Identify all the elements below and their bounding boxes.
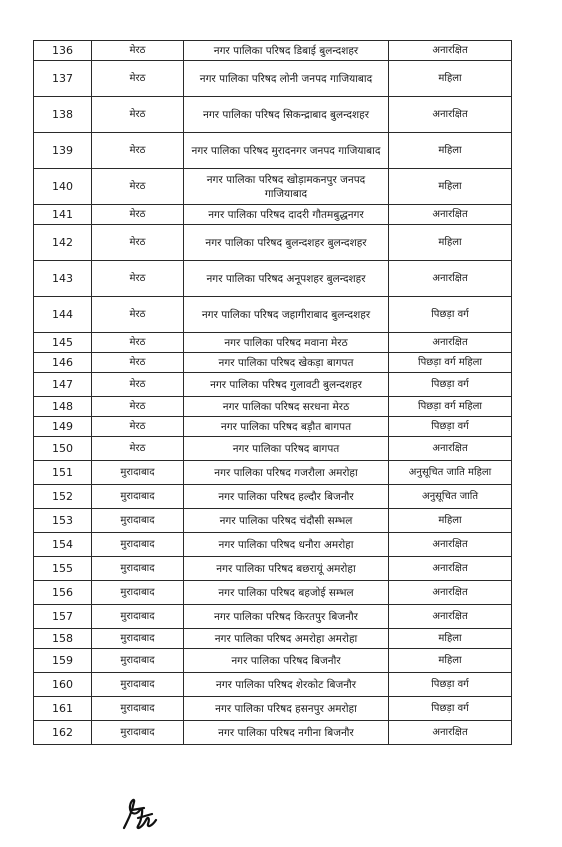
reservation-category-cell: महिला — [389, 61, 512, 97]
table-row — [34, 61, 512, 97]
division-cell: मेरठ — [92, 437, 184, 461]
division-cell: मुरादाबाद — [92, 673, 184, 697]
municipal-body-cell: नगर पालिका परिषद खोड़ामकनपुर जनपद गाजियाबाद — [184, 169, 389, 205]
reservation-category-cell: महिला — [389, 169, 512, 205]
division-cell: मुरादाबाद — [92, 461, 184, 485]
municipal-body-cell: नगर पालिका परिषद लोनी जनपद गाजियाबाद — [184, 61, 389, 97]
serial-number-cell: 145 — [34, 333, 92, 353]
municipal-body-cell: नगर पालिका परिषद धनौरा अमरोहा — [184, 533, 389, 557]
municipal-body-cell: नगर पालिका परिषद सिकन्द्राबाद बुलन्दशहर — [184, 97, 389, 133]
serial-number-cell: 153 — [34, 509, 92, 533]
serial-number-cell: 140 — [34, 169, 92, 205]
municipal-body-cell: नगर पालिका परिषद अनूपशहर बुलन्दशहर — [184, 261, 389, 297]
serial-number-cell: 139 — [34, 133, 92, 169]
division-cell: मेरठ — [92, 297, 184, 333]
serial-number-cell: 149 — [34, 417, 92, 437]
reservation-category-cell: महिला — [389, 649, 512, 673]
serial-number-cell: 137 — [34, 61, 92, 97]
table-row — [34, 297, 512, 333]
municipal-body-cell: नगर पालिका परिषद मवाना मेरठ — [184, 333, 389, 353]
table-row — [34, 353, 512, 373]
division-cell: मेरठ — [92, 353, 184, 373]
municipal-body-cell: नगर पालिका परिषद खेकड़ा बागपत — [184, 353, 389, 373]
division-cell: मेरठ — [92, 205, 184, 225]
municipal-body-cell: नगर पालिका परिषद चंदौसी सम्भल — [184, 509, 389, 533]
serial-number-cell: 160 — [34, 673, 92, 697]
table-row — [34, 97, 512, 133]
municipal-body-cell: नगर पालिका परिषद बुलन्दशहर बुलन्दशहर — [184, 225, 389, 261]
reservation-category-cell: अनारक्षित — [389, 581, 512, 605]
municipal-body-cell: नगर पालिका परिषद बिजनौर — [184, 649, 389, 673]
serial-number-cell: 159 — [34, 649, 92, 673]
municipal-body-cell: नगर पालिका परिषद अमरोहा अमरोहा — [184, 629, 389, 649]
table-body — [34, 41, 512, 745]
division-cell: मेरठ — [92, 41, 184, 61]
division-cell: मेरठ — [92, 225, 184, 261]
reservation-category-cell: पिछड़ा वर्ग — [389, 417, 512, 437]
division-cell: मेरठ — [92, 61, 184, 97]
reservation-category-cell: अनारक्षित — [389, 333, 512, 353]
reservation-category-cell: अनारक्षित — [389, 605, 512, 629]
division-cell: मुरादाबाद — [92, 485, 184, 509]
municipal-body-cell: नगर पालिका परिषद बड़ौत बागपत — [184, 417, 389, 437]
reservation-category-cell: पिछड़ा वर्ग महिला — [389, 397, 512, 417]
table-row — [34, 41, 512, 61]
serial-number-cell: 147 — [34, 373, 92, 397]
reservation-category-cell: अनुसूचित जाति महिला — [389, 461, 512, 485]
municipal-body-cell: नगर पालिका परिषद गजरौला अमरोहा — [184, 461, 389, 485]
reservation-category-cell: पिछड़ा वर्ग — [389, 697, 512, 721]
municipal-body-cell: नगर पालिका परिषद सरधना मेरठ — [184, 397, 389, 417]
table-row — [34, 461, 512, 485]
division-cell: मुरादाबाद — [92, 557, 184, 581]
division-cell: मुरादाबाद — [92, 721, 184, 745]
reservation-category-cell: अनारक्षित — [389, 261, 512, 297]
table-row — [34, 373, 512, 397]
table-row — [34, 205, 512, 225]
serial-number-cell: 154 — [34, 533, 92, 557]
reservation-category-cell: महिला — [389, 509, 512, 533]
table-row — [34, 649, 512, 673]
serial-number-cell: 148 — [34, 397, 92, 417]
table-row — [34, 261, 512, 297]
serial-number-cell: 152 — [34, 485, 92, 509]
table-row — [34, 509, 512, 533]
serial-number-cell: 146 — [34, 353, 92, 373]
reservation-category-cell: महिला — [389, 133, 512, 169]
table-row — [34, 397, 512, 417]
division-cell: मुरादाबाद — [92, 509, 184, 533]
reservation-category-cell: पिछड़ा वर्ग — [389, 297, 512, 333]
division-cell: मेरठ — [92, 97, 184, 133]
serial-number-cell: 138 — [34, 97, 92, 133]
reservation-category-cell: अनारक्षित — [389, 205, 512, 225]
serial-number-cell: 150 — [34, 437, 92, 461]
reservation-category-cell: अनारक्षित — [389, 721, 512, 745]
table-row — [34, 133, 512, 169]
division-cell: मेरठ — [92, 397, 184, 417]
table-row — [34, 581, 512, 605]
serial-number-cell: 142 — [34, 225, 92, 261]
table-row — [34, 333, 512, 353]
serial-number-cell: 151 — [34, 461, 92, 485]
reservation-category-cell: अनारक्षित — [389, 97, 512, 133]
reservation-category-cell: अनारक्षित — [389, 41, 512, 61]
reservation-category-cell: अनुसूचित जाति — [389, 485, 512, 509]
division-cell: मेरठ — [92, 169, 184, 205]
division-cell: मेरठ — [92, 333, 184, 353]
municipal-body-cell: नगर पालिका परिषद किरतपुर बिजनौर — [184, 605, 389, 629]
table-row — [34, 721, 512, 745]
serial-number-cell: 144 — [34, 297, 92, 333]
reservation-category-cell: महिला — [389, 225, 512, 261]
municipal-body-cell: नगर पालिका परिषद हल्दौर बिजनौर — [184, 485, 389, 509]
table-row — [34, 417, 512, 437]
municipal-body-cell: नगर पालिका परिषद डिबाई बुलन्दशहर — [184, 41, 389, 61]
division-cell: मेरठ — [92, 373, 184, 397]
division-cell: मुरादाबाद — [92, 533, 184, 557]
serial-number-cell: 136 — [34, 41, 92, 61]
serial-number-cell: 158 — [34, 629, 92, 649]
table-row — [34, 437, 512, 461]
municipal-body-cell: नगर पालिका परिषद हसनपुर अमरोहा — [184, 697, 389, 721]
serial-number-cell: 141 — [34, 205, 92, 225]
table-row — [34, 673, 512, 697]
serial-number-cell: 157 — [34, 605, 92, 629]
municipal-body-cell: नगर पालिका परिषद शेरकोट बिजनौर — [184, 673, 389, 697]
municipal-body-cell: नगर पालिका परिषद जहागीराबाद बुलन्दशहर — [184, 297, 389, 333]
signature — [118, 790, 164, 836]
table-row — [34, 605, 512, 629]
table-row — [34, 557, 512, 581]
reservation-category-cell: पिछड़ा वर्ग महिला — [389, 353, 512, 373]
municipal-body-cell: नगर पालिका परिषद बछरायूं अमरोहा — [184, 557, 389, 581]
serial-number-cell: 143 — [34, 261, 92, 297]
division-cell: मेरठ — [92, 417, 184, 437]
municipal-body-cell: नगर पालिका परिषद गुलावटी बुलन्दशहर — [184, 373, 389, 397]
division-cell: मुरादाबाद — [92, 629, 184, 649]
reservation-category-cell: अनारक्षित — [389, 533, 512, 557]
municipal-body-cell: नगर पालिका परिषद बहजोई सम्भल — [184, 581, 389, 605]
division-cell: मुरादाबाद — [92, 649, 184, 673]
municipal-body-cell: नगर पालिका परिषद बागपत — [184, 437, 389, 461]
serial-number-cell: 155 — [34, 557, 92, 581]
reservation-category-cell: महिला — [389, 629, 512, 649]
reservation-table — [33, 40, 512, 745]
table-row — [34, 629, 512, 649]
serial-number-cell: 162 — [34, 721, 92, 745]
table-row — [34, 533, 512, 557]
reservation-category-cell: अनारक्षित — [389, 437, 512, 461]
division-cell: मेरठ — [92, 261, 184, 297]
reservation-category-cell: पिछड़ा वर्ग — [389, 673, 512, 697]
division-cell: मुरादाबाद — [92, 697, 184, 721]
division-cell: मुरादाबाद — [92, 581, 184, 605]
municipal-body-cell: नगर पालिका परिषद नगीना बिजनौर — [184, 721, 389, 745]
table-row — [34, 697, 512, 721]
serial-number-cell: 161 — [34, 697, 92, 721]
division-cell: मुरादाबाद — [92, 605, 184, 629]
municipal-body-cell: नगर पालिका परिषद दादरी गौतमबुद्धनगर — [184, 205, 389, 225]
division-cell: मेरठ — [92, 133, 184, 169]
table-row — [34, 169, 512, 205]
reservation-category-cell: पिछड़ा वर्ग — [389, 373, 512, 397]
table-row — [34, 225, 512, 261]
reservation-category-cell: अनारक्षित — [389, 557, 512, 581]
table-row — [34, 485, 512, 509]
municipal-body-cell: नगर पालिका परिषद मुरादनगर जनपद गाजियाबाद — [184, 133, 389, 169]
serial-number-cell: 156 — [34, 581, 92, 605]
